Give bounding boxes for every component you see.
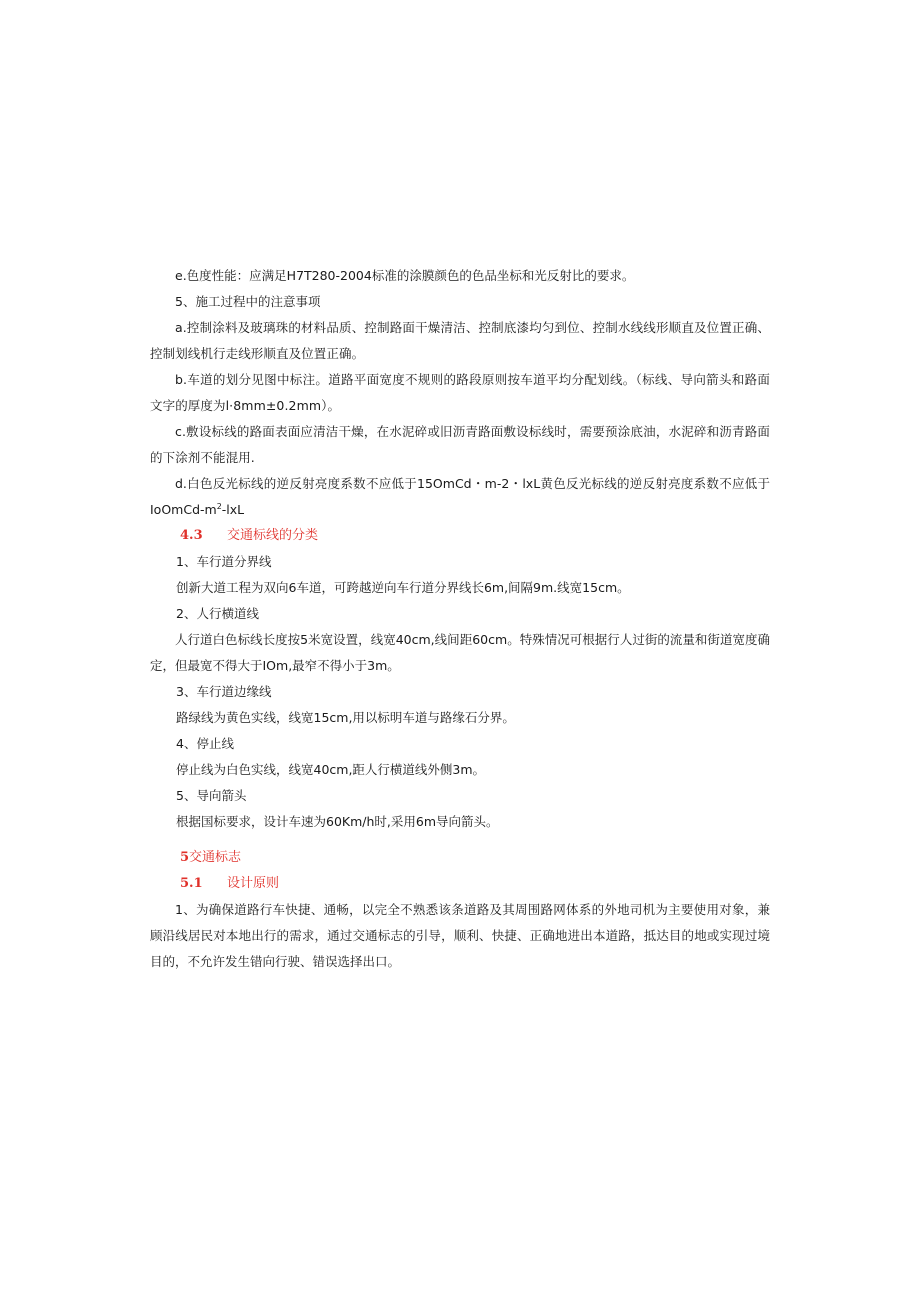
paragraph-d (150, 471, 770, 523)
section-heading-4-3 (150, 523, 770, 549)
subsection-1-body: 创新大道工程为双向6车道，可跨越逆向车行道分界线长6m,间隔9m.线宽15cm。 (176, 580, 630, 595)
paragraph-a: a.控制涂料及玻璃珠的材料品质、控制路面干燥清洁、控制底漆均匀到位、控制水线线形顺直及位置正确、控制划线机行走线形顺直及位置正确。 (150, 320, 770, 361)
section-heading-5-1 (150, 871, 770, 897)
subsection-1-title: 1、车行道分界线 (176, 554, 272, 569)
paragraph-d-unit-sup: 2 (216, 501, 222, 511)
item-5-title: 5、施工过程中的注意事项 (175, 294, 321, 309)
subsection-5-title: 5、导向箭头 (176, 788, 247, 803)
subsection-4-body: 停止线为白色实线，线宽40cm,距人行横道线外侧3m。 (176, 762, 486, 777)
section-title: 交通标线的分类 (227, 528, 319, 543)
section-number: 5 (180, 850, 190, 865)
subsection-2-title: 2、人行横道线 (176, 606, 259, 621)
paragraph-d-line1: d.白色反光标线的逆反射亮度系数不应低于15OmCd・m-2・lxL黄色反光标线的逆反射亮度系数不应低于 (175, 476, 770, 491)
paragraph-b: b.车道的划分见图中标注。道路平面宽度不规则的路段原则按车道平均分配划线。（标线、导向箭头和路面文字的厚度为l·8mm±0.2mm）。 (150, 372, 770, 413)
paragraph-d-unit-a: IoOmCd-m (150, 502, 217, 517)
section-title: 设计原则 (227, 876, 280, 891)
paragraph-c: c.敷设标线的路面表面应清洁干燥，在水泥碎或旧沥青路面敷设标线时，需要预涂底油，水泥碎和沥青路面的下涂剂不能混用. (150, 424, 770, 465)
subsection-5-body: 根据国标要求，设计车速为60Km∕h时,采用6m导向箭头。 (176, 814, 499, 829)
subsection-4-title: 4、停止线 (176, 736, 234, 751)
subsection-3-body: 路绿线为黄色实线，线宽15cm,用以标明车道与路缘石分界。 (176, 710, 515, 725)
section-number: 4.3 (180, 528, 203, 543)
paragraph-5-1-body: 1、为确保道路行车快捷、通畅，以完全不熟悉该条道路及其周围路网体系的外地司机为主要使用对象，兼顾沿线居民对本地出行的需求，通过交通标志的引导，顺利、快捷、正确地进出本道路，抵达目的地或实现过境目的，不允许发生错向行驶、错误选择出口。 (150, 902, 770, 969)
subsection-3-title: 3、车行道边缘线 (176, 684, 272, 699)
section-title: 交通标志 (189, 850, 242, 865)
section-number: 5.1 (180, 876, 203, 891)
document-page (150, 263, 770, 975)
section-heading-5 (150, 845, 770, 871)
paragraph-e-color: e.色度性能：应满足H7T280-2004标准的涂膜颜色的色品坐标和光反射比的要求。 (175, 268, 635, 283)
subsection-2-body: 人行道白色标线长度按5米宽设置，线宽40cm,线间距60cm。特殊情况可根据行人过街的流量和街道宽度确定，但最宽不得大于IOm,最窄不得小于3m。 (150, 632, 770, 673)
paragraph-d-unit-b: -lxL (221, 502, 245, 517)
